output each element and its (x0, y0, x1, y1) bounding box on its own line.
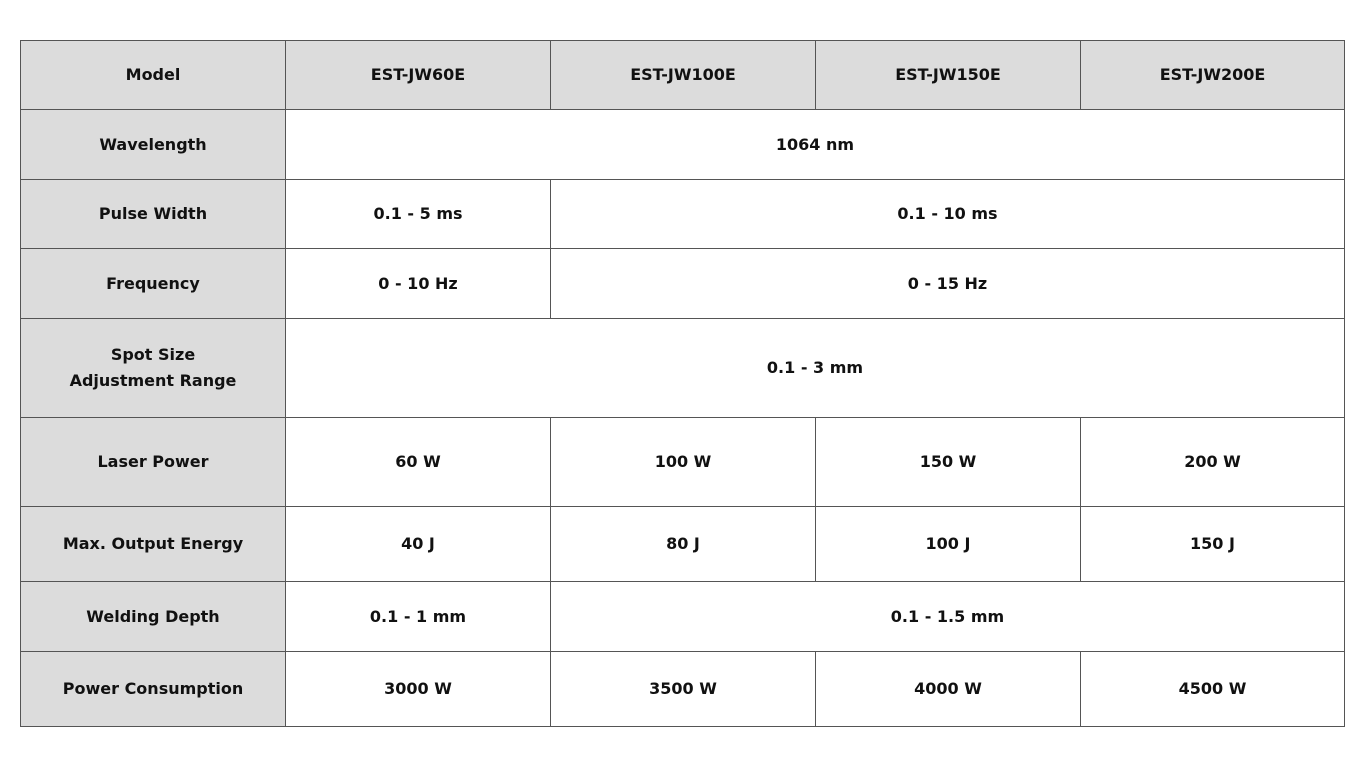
table-row-power-consumption (21, 652, 1345, 727)
cell-laser-power-jw60e: 60 W (286, 418, 551, 507)
cell-spot-size-all: 0.1 - 3 mm (286, 319, 1345, 418)
table-row-max-output-energy (21, 507, 1345, 582)
row-label-frequency: Frequency (21, 249, 286, 319)
model-header-jw100e: EST-JW100E (551, 41, 816, 110)
cell-pulse-width-others: 0.1 - 10 ms (551, 180, 1345, 249)
cell-max-output-energy-jw200e: 150 J (1081, 507, 1345, 582)
row-label-max-output-energy: Max. Output Energy (21, 507, 286, 582)
cell-frequency-others: 0 - 15 Hz (551, 249, 1345, 319)
row-label-spot-size-line1: Spot Size (110, 345, 196, 364)
table-row-pulse-width (21, 180, 1345, 249)
cell-laser-power-jw150e: 150 W (816, 418, 1081, 507)
row-label-pulse-width: Pulse Width (21, 180, 286, 249)
row-label-laser-power: Laser Power (21, 418, 286, 507)
model-header-jw200e: EST-JW200E (1081, 41, 1345, 110)
table-row-welding-depth (21, 582, 1345, 652)
row-label-welding-depth: Welding Depth (21, 582, 286, 652)
cell-max-output-energy-jw60e: 40 J (286, 507, 551, 582)
table-row-laser-power (21, 418, 1345, 507)
spec-table (20, 40, 1345, 727)
model-header-jw60e: EST-JW60E (286, 41, 551, 110)
cell-max-output-energy-jw100e: 80 J (551, 507, 816, 582)
row-label-spot-size (21, 319, 286, 418)
table-row-spot-size (21, 319, 1345, 418)
cell-frequency-jw60e: 0 - 10 Hz (286, 249, 551, 319)
row-label-wavelength: Wavelength (21, 110, 286, 180)
row-label-power-consumption: Power Consumption (21, 652, 286, 727)
cell-welding-depth-others: 0.1 - 1.5 mm (551, 582, 1345, 652)
cell-laser-power-jw200e: 200 W (1081, 418, 1345, 507)
model-header-jw150e: EST-JW150E (816, 41, 1081, 110)
cell-power-consumption-jw150e: 4000 W (816, 652, 1081, 727)
cell-pulse-width-jw60e: 0.1 - 5 ms (286, 180, 551, 249)
cell-laser-power-jw100e: 100 W (551, 418, 816, 507)
cell-power-consumption-jw60e: 3000 W (286, 652, 551, 727)
cell-power-consumption-jw100e: 3500 W (551, 652, 816, 727)
cell-wavelength-all: 1064 nm (286, 110, 1345, 180)
cell-power-consumption-jw200e: 4500 W (1081, 652, 1345, 727)
model-label-cell: Model (21, 41, 286, 110)
table-row-wavelength (21, 110, 1345, 180)
table-row-frequency (21, 249, 1345, 319)
cell-welding-depth-jw60e: 0.1 - 1 mm (286, 582, 551, 652)
row-label-spot-size-line2: Adjustment Range (69, 371, 237, 390)
cell-max-output-energy-jw150e: 100 J (816, 507, 1081, 582)
header-row (21, 41, 1345, 110)
